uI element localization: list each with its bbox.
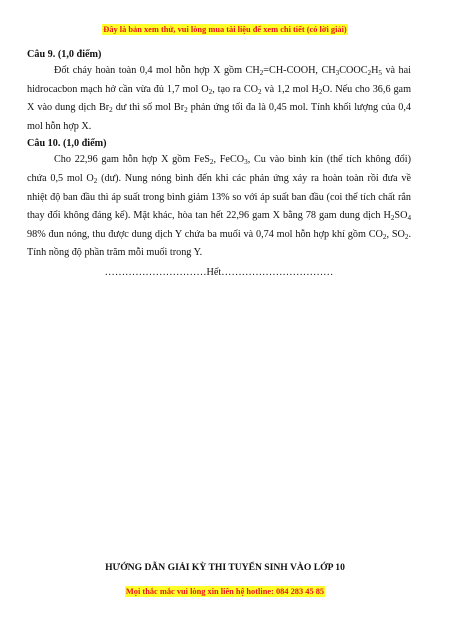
question-9-title: Câu 9. (1,0 điểm) — [27, 49, 102, 60]
guide-title: HƯỚNG DẪN GIẢI KỲ THI TUYỂN SINH VÀO LỚP 10 — [105, 562, 345, 573]
hotline-banner — [0, 587, 450, 596]
end-marker: …………………………Hết…………………………… — [104, 266, 334, 278]
question-10-title: Câu 10. (1,0 điểm) — [27, 138, 107, 150]
question-10-text: Cho 22,96 gam hỗn hợp X gồm FeS$_2$, FeCO$_3$, Cu vào bình kín (thể tích không đổi) chứa 0,5 mol $O_2$ (dư). Nung nóng bình đến khi các phản ứng xảy ra hoàn toàn rồi đưa về nhiệt độ ban đầu thì áp suất trong bình giảm 13% so với áp suất ban đầu (coi thể tích chất rắn thay đổi không đáng kể). Mặt khác, hòa tan hết 22,96 gam X bằng 78 gam dung dịch $H_2SO_4$ 98% đun nóng, thu được dung dịch Y chứa ba muối và 0,74 mol hỗn hợp khí gồm $CO_2$, $SO_2$. Tính nồng độ phần trăm mỗi muối trong Y. — [27, 154, 411, 259]
preview-banner-text: Đây là bản xem thử, vui lòng mua tài liệu để xem chi tiết (có lời giải) — [103, 25, 347, 34]
question-9-text: Đốt cháy hoàn toàn 0,4 mol hỗn hợp X gồm $CH_2=CH$-COOH, $CH_3COOC_2H_5$ và hai hidrocacbon mạch hở cần vừa đủ 1,7 mol $O_2$, tạo ra $CO_2$ và 1,2 mol $H_2O$. Nếu cho 36,6 gam X vào dung dịch $Br_2$ dư thì số mol $Br_2$ phản ứng tối đa là 0,45 mol. Tính khối lượng của 0,4 mol hỗn hợp X. — [27, 65, 412, 132]
hotline-banner-text: Mọi thắc mắc vui lòng xin liên hệ hotline: 084 283 45 85 — [125, 587, 325, 596]
document-body — [27, 48, 411, 280]
preview-banner — [0, 25, 450, 34]
